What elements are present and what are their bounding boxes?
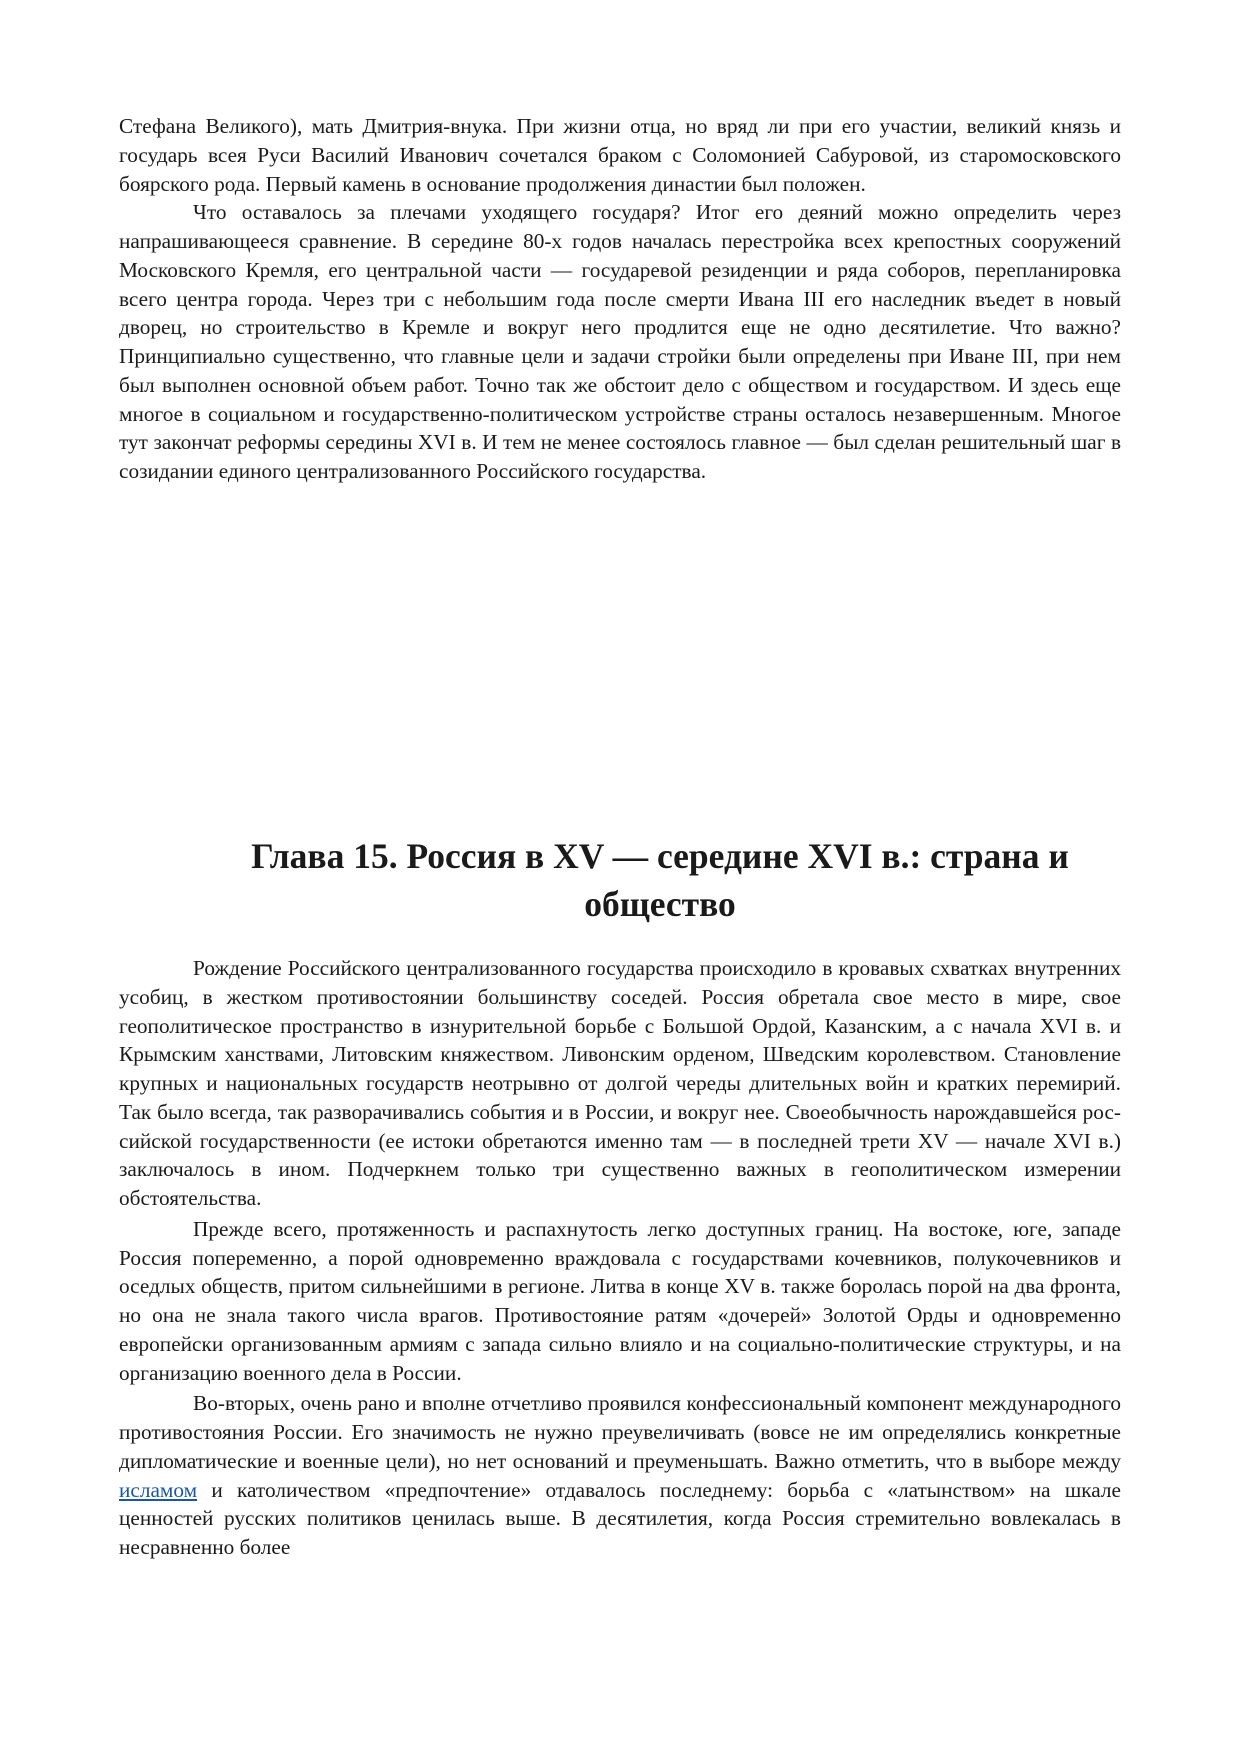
main-section	[119, 954, 1121, 1562]
paragraph-text: и католичеством «предпочтение» отдавалось последнему: борьба с «латынством» на шкале ценностей русских политиков ценилась выше. В десятилетия, когда Россия стремительно вовлекалась в несравненно более	[119, 1477, 1121, 1559]
paragraph: Рождение Российского централизованного государства происходило в кровавых схватках внутренних усобиц, в жестком противостоянии большинству соседей. Россия обретала свое место в мире, свое геополитическое пространство в изнурительной борьбе с Большой Ордой, Казанским, а с начала XVI в. и Крымским ханствами, Литовским княжеством. Ливонским орденом, Шведским королевством. Становление крупных и национальных государств неотрывно от долгой череды длительных войн и кратких перемирий. Так было всегда, так разворачивались события и в России, и вокруг нее. Своеобычность нарождавшейся российской государственности (ее истоки обретаются именно там — в последней трети XV — начале XVI в.) заключалось в ином. Подчеркнем только три существенно важных в геополитическом измерении обстоятельства.	[119, 956, 1121, 1210]
paragraph: Прежде всего, протяженность и распахнутость легко доступных границ. На востоке, юге, западе Россия попеременно, а порой одновременно враждовала с государствами кочевников, полукочевников и оседлых обществ, притом сильнейшими в регионе. Литва в конце XV в. также боролась порой на два фронта, но она не знала такого числа врагов. Противостояние ратям «дочерей» Золотой Орды и одновременно европейски организованным армиям с запада сильно влияло и на социально-политические структуры, и на организацию военного дела в России.	[119, 1216, 1121, 1385]
chapter-title: Глава 15. Россия в XV — середине XVI в.: страна и общество	[251, 836, 1069, 924]
top-section	[119, 112, 1121, 486]
paragraph-text: Во-вторых, очень рано и вполне отчетливо проявился конфессиональный компонент международного противостояния России. Его значимость не нужно преувеличивать (вовсе не им определялись конкретные дипломатические и военные цели), но нет оснований и преуменьшать. Важно отметить, что в выборе между	[119, 1391, 1121, 1473]
paragraph: Что оставалось за плечами уходящего государя? Итог его деяний можно определить через напрашивающееся сравнение. В середине 80-х годов началась перестройка всех крепостных сооружений Московского Кремля, его центральной части — государевой резиденции и ряда соборов, перепланировка всего центра города. Через три с небольшим года после смерти Ивана III его наследник въедет в новый дворец, но строительство в Кремле и вокруг него продлится еще не одно десятилетие. Что важно? Принципиально существенно, что главные цели и задачи стройки были определены при Иване III, при нем был выполнен основной объем работ. Точно так же обстоит дело с обществом и государством. И здесь еще многое в социальном и государственно-политическом устройстве страны осталось незавершенным. Многое тут закончат реформы середины XVI в. И тем не менее состоялось главное — был сделан решительный шаг в созидании единого централизованного Российского государства.	[119, 200, 1121, 483]
paragraph: Стефана Великого), мать Дмитрия-внука. При жизни отца, но вряд ли при его участии, великий князь и государь всея Руси Василий Иванович сочетался браком с Соломонией Сабуровой, из старомосковского боярского рода. Первый камень в основание продолжения династии был положен.	[119, 114, 1121, 196]
islam-link[interactable]: исламом	[119, 1477, 198, 1502]
paragraph	[119, 1389, 1121, 1562]
